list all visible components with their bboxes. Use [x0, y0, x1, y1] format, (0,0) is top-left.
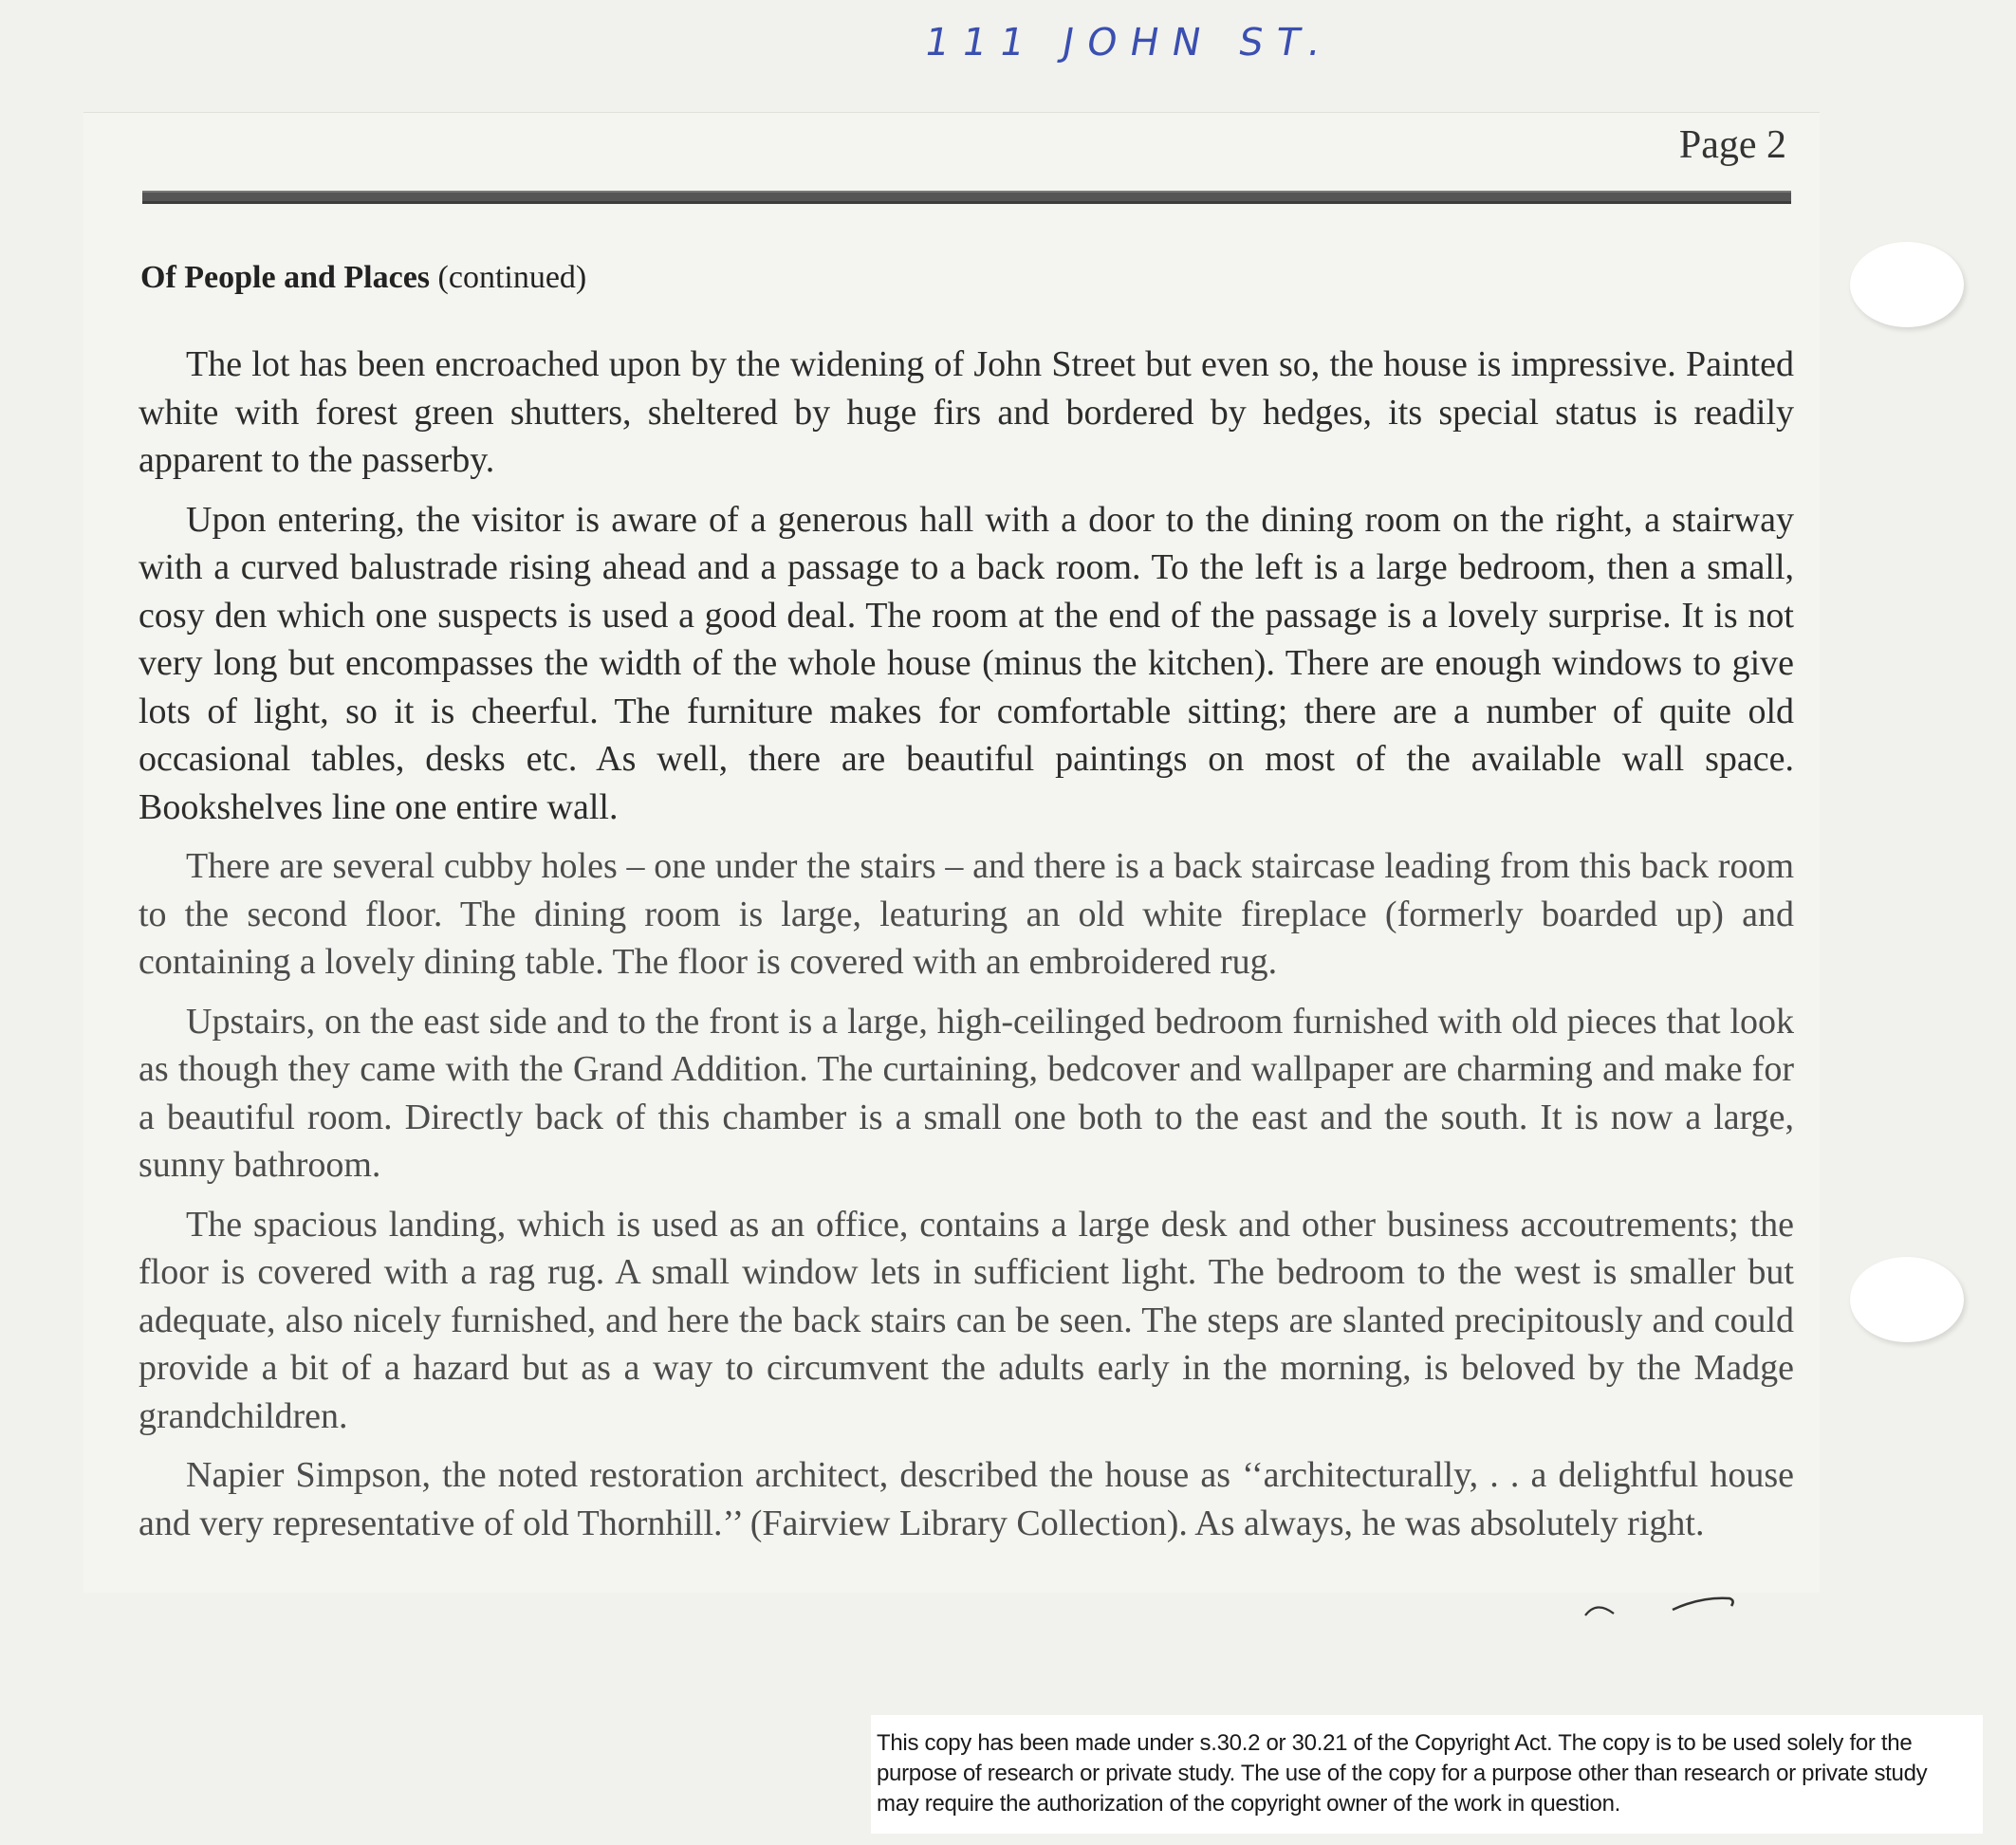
paragraph-5: The spacious landing, which is used as an office, contains a large desk and other business accoutrements; the floor is covered with a rag rug. A small window lets in sufficient light. The bedroom to the west is smaller but adequate, also nicely furnished, and here the back stairs can be seen. The steps are slanted precipitously and could provide a bit of a hazard but as a way to circumvent the adults early in the morning, is beloved by the Madge grandchildren. — [139, 1204, 1794, 1436]
article-body — [139, 341, 1794, 1559]
paragraph-1: The lot has been encroached upon by the widening of John Street but even so, the house is impressive. Painted white with forest green shutters, sheltered by huge firs and bordered by hedges, its special status is readily apparent to the passerby. — [139, 344, 1794, 480]
page-number: Page 2 — [1678, 123, 1786, 167]
paragraph-2: Upon entering, the visitor is aware of a generous hall with a door to the dining room on the right, a stairway with a curved balustrade rising ahead and a passage to a back room. To the left is a large bedroom, then a small, cosy den which one suspects is used a good deal. The room at the end of the passage is a lovely surprise. It is not very long but encompasses the width of the whole house (minus the kitchen). There are enough windows to give lots of light, so it is cheerful. The furniture makes for comfortable sitting; there are a number of quite old occasional tables, desks etc. As well, there are beautiful paintings on most of the available wall space. Bookshelves line one entire wall. — [139, 499, 1794, 827]
paragraph-3: There are several cubby holes – one under the stairs – and there is a back staircase leading from this back room to the second floor. The dining room is large, leaturing an old white fireplace (formerly boarded up) and containing a lovely dining table. The floor is covered with an embroidered rug. — [139, 846, 1794, 982]
header-rule — [142, 191, 1791, 204]
section-heading — [140, 260, 586, 296]
paragraph-4: Upstairs, on the east side and to the front is a large, high-ceilinged bedroom furnished with old pieces that look as though they came with the Grand Addition. The curtaining, bedcover and wallpaper are charming and make for a beautiful room. Directly back of this chamber is a small one both to the east and the south. It is now a large, sunny bathroom. — [139, 1001, 1794, 1185]
document-page — [83, 112, 1820, 1593]
punch-hole-top — [1850, 242, 1964, 327]
copyright-notice-stamp: This copy has been made under s.30.2 or 30.21 of the Copyright Act. The copy is to be used solely for the purpose of research or private study. The use of the copy for a purpose other than research or private study may require the authorization of the copyright owner of the work in question. — [871, 1715, 1983, 1834]
section-heading-suffix: (continued) — [430, 260, 587, 295]
handwritten-initial-mark — [1578, 1585, 1767, 1623]
paragraph-6: Napier Simpson, the noted restoration architect, described the house as ‘‘architecturally, . . a delightful house and very representative of old Thornhill.’’ (Fairview Library Collection). As always, he was absolutely right. — [139, 1455, 1794, 1543]
section-heading-title: Of People and Places — [140, 260, 431, 295]
handwritten-address-note: 111 JOHN ST. — [920, 21, 1338, 65]
punch-hole-bottom — [1850, 1257, 1964, 1342]
